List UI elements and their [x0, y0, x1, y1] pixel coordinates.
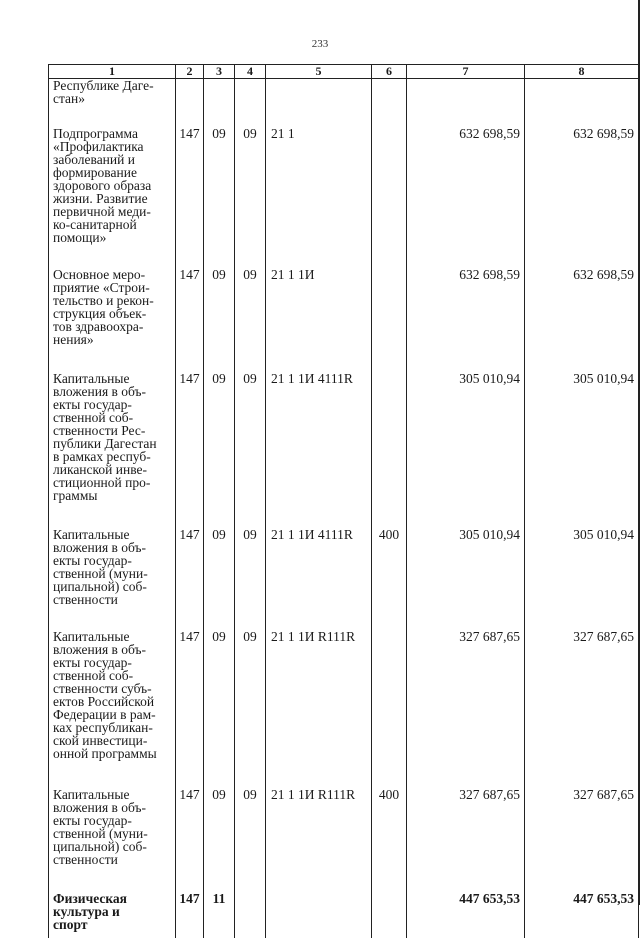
row-ministry-code: 147: [176, 113, 204, 254]
row-amount-col8: 305 010,94: [525, 358, 639, 514]
row-name: Подпрограмма «Профилактика заболеваний и формирование здорового образа жизни. Развитие первичной меди- ко-санитарной помощи»: [49, 113, 176, 254]
row-subsection-code: 09: [235, 358, 266, 514]
row-ministry-code: 147: [176, 514, 204, 616]
row-section-code: 09: [204, 774, 235, 878]
table-row: [49, 79, 639, 114]
header-col-2: 2: [176, 65, 204, 79]
row-subsection-code: [235, 878, 266, 938]
row-amount-col7: 327 687,65: [407, 616, 525, 774]
row-target-article: 21 1 1И 4111R: [266, 514, 372, 616]
row-expense-type: [372, 358, 407, 514]
row-section-code: 11: [204, 878, 235, 938]
row-target-article: 21 1 1И R111R: [266, 616, 372, 774]
row-ministry-code: 147: [176, 616, 204, 774]
row-amount-col7: 305 010,94: [407, 358, 525, 514]
row-section-code: 09: [204, 254, 235, 358]
row-section-code: 09: [204, 514, 235, 616]
row-expense-type: [372, 113, 407, 254]
row-expense-type: [372, 616, 407, 774]
page-number: 233: [0, 38, 640, 50]
row-section-code: 09: [204, 616, 235, 774]
row-amount-col8: 632 698,59: [525, 254, 639, 358]
row-amount-col7: 447 653,53: [407, 878, 525, 938]
row-amount-col7: [407, 79, 525, 114]
row-name: Капитальные вложения в объ- екты государ- ственной соб- ственности субъ- ектов Российской Федерации в рам- ках республикан- ской инвестици- онной программы: [49, 616, 176, 774]
row-name: Физическая культура и спорт: [49, 878, 176, 938]
row-subsection-code: 09: [235, 514, 266, 616]
row-target-article: 21 1 1И 4111R: [266, 358, 372, 514]
row-target-article: [266, 79, 372, 114]
header-col-4: 4: [235, 65, 266, 79]
header-col-1: 1: [49, 65, 176, 79]
row-name: Республике Даге- стан»: [49, 79, 176, 114]
row-amount-col8: 327 687,65: [525, 616, 639, 774]
table-row: [49, 113, 639, 254]
row-amount-col8: 632 698,59: [525, 113, 639, 254]
table-row: [49, 358, 639, 514]
row-amount-col8: 327 687,65: [525, 774, 639, 878]
row-target-article: 21 1 1И: [266, 254, 372, 358]
header-col-5: 5: [266, 65, 372, 79]
row-target-article: [266, 878, 372, 938]
row-name: Капитальные вложения в объ- екты государ- ственной соб- ственности Рес- публики Дагестан в рамках респуб- ликанской инве- стиционной про- граммы: [49, 358, 176, 514]
table-header-row: [49, 65, 639, 79]
table-row: [49, 616, 639, 774]
row-ministry-code: [176, 79, 204, 114]
header-col-3: 3: [204, 65, 235, 79]
row-section-code: 09: [204, 358, 235, 514]
row-name: Капитальные вложения в объ- екты государ- ственной (муни- ципальной) соб- ственности: [49, 774, 176, 878]
row-amount-col8: [525, 79, 639, 114]
row-amount-col7: 632 698,59: [407, 254, 525, 358]
row-subsection-code: 09: [235, 774, 266, 878]
row-name: Основное меро- приятие «Строи- тельство и рекон- струкция объек- тов здравоохра- нения»: [49, 254, 176, 358]
table-row: [49, 878, 639, 938]
budget-table: [48, 64, 639, 938]
row-amount-col7: 327 687,65: [407, 774, 525, 878]
header-col-6: 6: [372, 65, 407, 79]
row-subsection-code: 09: [235, 113, 266, 254]
row-expense-type: [372, 254, 407, 358]
table-row: [49, 514, 639, 616]
header-col-8: 8: [525, 65, 639, 79]
row-name: Капитальные вложения в объ- екты государ- ственной (муни- ципальной) соб- ственности: [49, 514, 176, 616]
table-body: [49, 79, 639, 938]
row-target-article: 21 1: [266, 113, 372, 254]
row-ministry-code: 147: [176, 358, 204, 514]
row-subsection-code: [235, 79, 266, 114]
row-expense-type: 400: [372, 774, 407, 878]
row-expense-type: [372, 79, 407, 114]
row-ministry-code: 147: [176, 878, 204, 938]
table-row: [49, 774, 639, 878]
row-expense-type: 400: [372, 514, 407, 616]
row-amount-col7: 632 698,59: [407, 113, 525, 254]
row-amount-col7: 305 010,94: [407, 514, 525, 616]
row-subsection-code: 09: [235, 254, 266, 358]
row-subsection-code: 09: [235, 616, 266, 774]
header-col-7: 7: [407, 65, 525, 79]
row-section-code: [204, 79, 235, 114]
row-section-code: 09: [204, 113, 235, 254]
row-ministry-code: 147: [176, 254, 204, 358]
row-target-article: 21 1 1И R111R: [266, 774, 372, 878]
row-ministry-code: 147: [176, 774, 204, 878]
row-amount-col8: 305 010,94: [525, 514, 639, 616]
row-amount-col8: 447 653,53: [525, 878, 639, 938]
table-row: [49, 254, 639, 358]
row-expense-type: [372, 878, 407, 938]
